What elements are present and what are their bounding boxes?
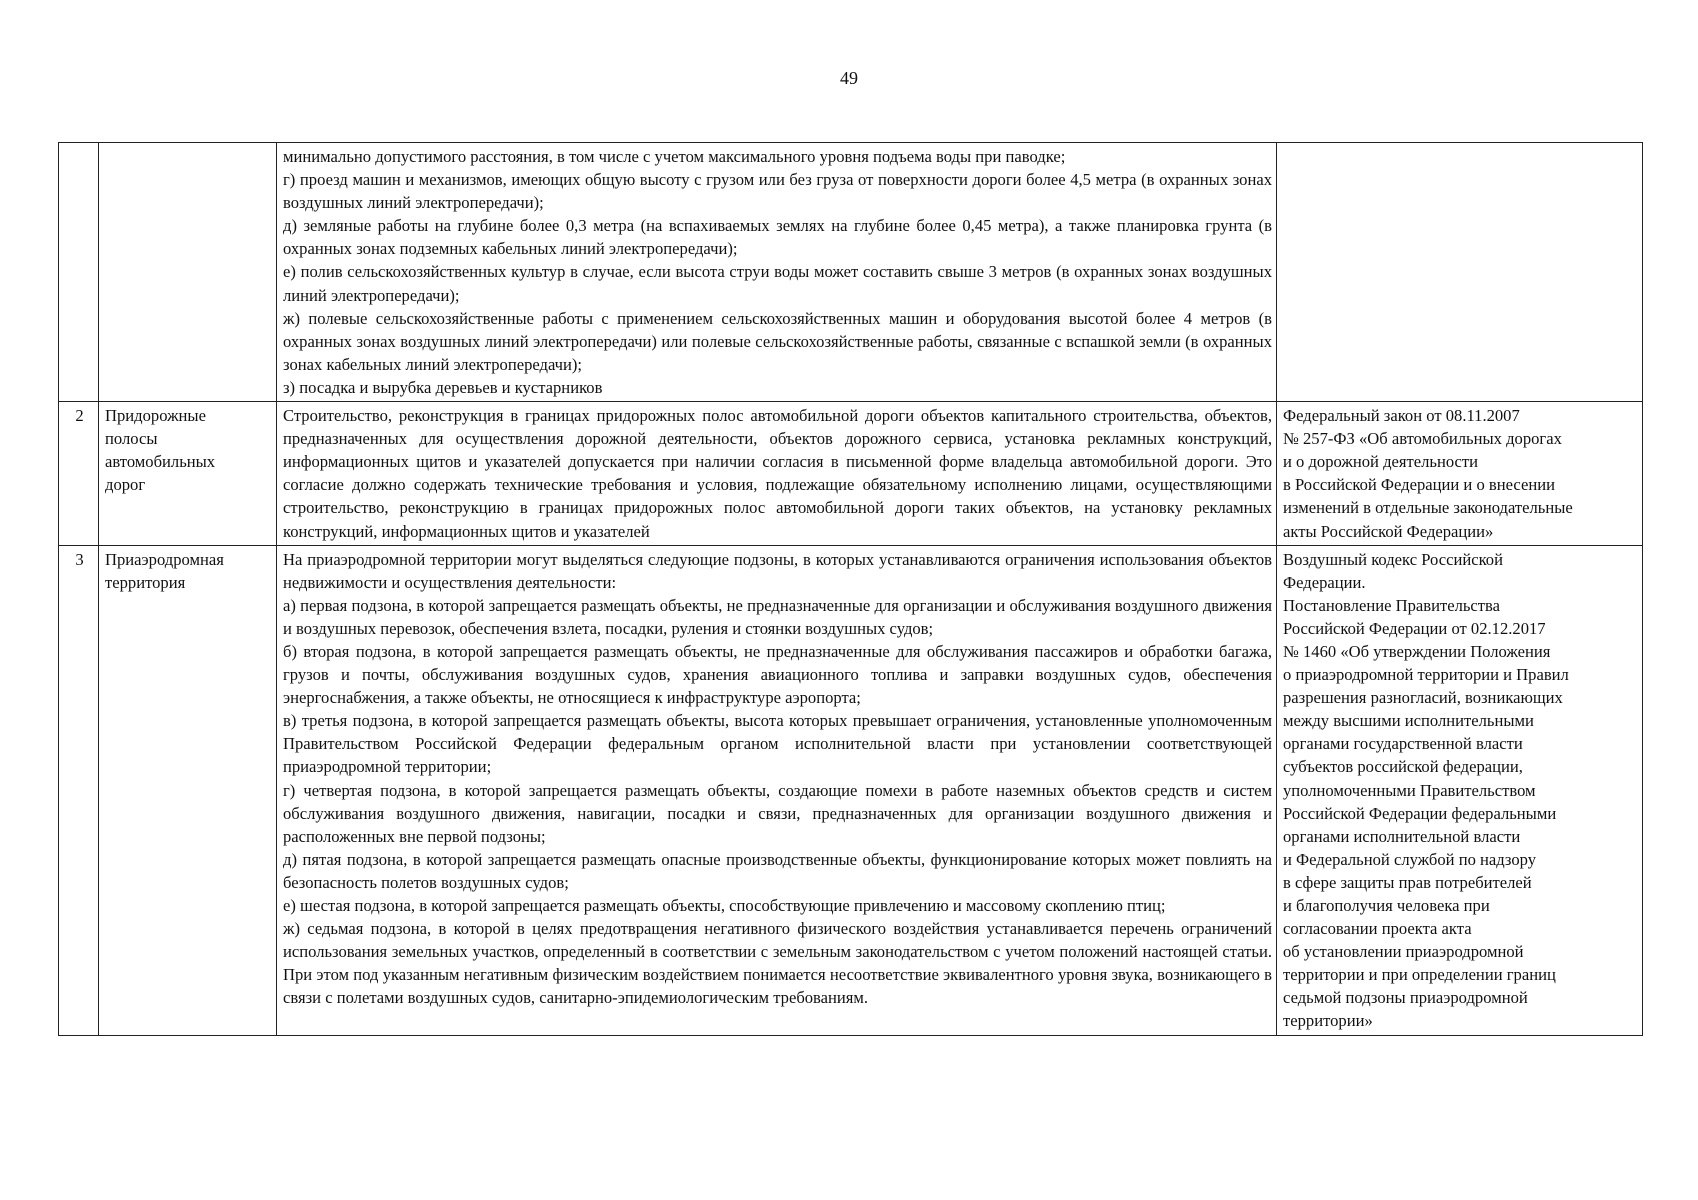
legal-basis-line: согласовании проекта акта <box>1283 919 1472 939</box>
restriction-paragraph: а) первая подзона, в которой запрещается размещать объекты, не предназначенные для организации и обслуживания воздушного движения и воздушных перевозок, обеспечения взлета, посадки, руления и стоянки воздушных судов; <box>283 595 1272 638</box>
legal-basis-line: Воздушный кодекс Российской <box>1283 549 1503 569</box>
legal-basis-line: № 1460 «Об утверждении Положения <box>1283 641 1551 661</box>
restriction-paragraph: На приаэродромной территории могут выделяться следующие подзоны, в которых устанавливаются ограничения использования объектов недвижимости и осуществления деятельности: <box>283 549 1272 592</box>
legal-basis-line: № 257-ФЗ «Об автомобильных дорогах <box>1283 429 1562 449</box>
legal-basis-line: Российской Федерации федеральными <box>1283 803 1557 823</box>
row-number <box>59 143 99 402</box>
restriction-paragraph: в) третья подзона, в которой запрещается размещать объекты, высота которых превышает ограничения, установленные уполномоченным Правительством Российской Федерации федеральным органом исполнительной власти при установлении соответствующей приаэродромной территории; <box>283 711 1272 777</box>
legal-basis-line: Российской Федерации от 02.12.2017 <box>1283 618 1546 638</box>
restrictions-cell <box>277 545 1277 1035</box>
restriction-paragraph: б) вторая подзона, в которой запрещается размещать объекты, не предназначенные для обслуживания пассажиров и обработки багажа, грузов и почты, обслуживания воздушных судов, хранения авиационного топлива и заправки воздушных судов, обеспечения энергоснабжения, а также объекты, не относящиеся к инфраструктуре аэропорта; <box>283 641 1272 708</box>
row-number: 2 <box>59 402 99 546</box>
restriction-paragraph: г) четвертая подзона, в которой запрещается размещать объекты, создающие помехи в работе наземных объектов средств и систем обслуживания воздушного движения, навигации, посадки и связи, предназначенных для организации воздушного движения и расположенных вне первой подзоны; <box>283 780 1272 846</box>
legal-basis-line: органами государственной власти <box>1283 734 1523 754</box>
legal-basis-line: разрешения разногласий, возникающих <box>1283 688 1563 708</box>
zone-name-line: автомобильных <box>105 452 216 472</box>
legal-basis-line: и благополучия человека при <box>1283 896 1490 915</box>
page-number: 49 <box>840 68 858 88</box>
zone-name-line: Приаэродромная <box>105 549 224 569</box>
restriction-paragraph: д) земляные работы на глубине более 0,3 метра (на вспахиваемых землях на глубине более 0,45 метра), а также планировка грунта (в охранных зонах подземных кабельных линий электропередачи); <box>283 216 1272 259</box>
legal-basis-line: субъектов российской федерации, <box>1283 757 1523 777</box>
zone-name-line: дорог <box>105 475 146 495</box>
zone-name-cell <box>99 402 277 546</box>
zone-name-line: полосы <box>105 429 158 449</box>
restrictions-cell <box>277 402 1277 546</box>
zone-name-line: Придорожные <box>105 406 206 426</box>
restriction-paragraph: д) пятая подзона, в которой запрещается размещать опасные производственные объекты, функционирование которых может повлиять на безопасность полетов воздушных судов; <box>283 849 1272 892</box>
zone-name-cell <box>99 545 277 1035</box>
restrictions-table <box>58 142 1643 1036</box>
legal-basis-cell <box>1277 545 1643 1035</box>
legal-basis-line: седьмой подзоны приаэродромной <box>1283 988 1528 1008</box>
legal-basis-line: изменений в отдельные законодательные <box>1283 498 1573 518</box>
restriction-paragraph: е) полив сельскохозяйственных культур в случае, если высота струи воды может составить свыше 3 метров (в охранных зонах воздушных линий электропередачи); <box>283 262 1272 305</box>
legal-basis-line: территории» <box>1283 1011 1373 1031</box>
legal-basis-line: в Российской Федерации и о внесении <box>1283 475 1555 495</box>
legal-basis-cell <box>1277 402 1643 546</box>
legal-basis-line: территории и при определении границ <box>1283 965 1556 985</box>
restrictions-cell <box>277 143 1277 402</box>
restriction-paragraph: ж) седьмая подзона, в которой в целях предотвращения негативного физического воздействия устанавливается перечень ограничений использования земельных участков, определенный в соответствии с земельным законодательством с учетом положений настоящей статьи. При этом под указанным негативным физическим воздействием понимается несоответствие эквивалентного уровня звука, возникающего в связи с полетами воздушных судов, санитарно-эпидемиологическим требованиям. <box>283 919 1272 1008</box>
row-number: 3 <box>59 545 99 1035</box>
legal-basis-line: уполномоченными Правительством <box>1283 780 1536 800</box>
legal-basis-line: между высшими исполнительными <box>1283 711 1534 731</box>
zone-name-cell <box>99 143 277 402</box>
legal-basis-line: о приаэродромной территории и Правил <box>1283 665 1569 685</box>
legal-basis-line: и о дорожной деятельности <box>1283 452 1479 472</box>
legal-basis-cell <box>1277 143 1643 402</box>
legal-basis-line: в сфере защиты прав потребителей <box>1283 872 1532 892</box>
restriction-paragraph: з) посадка и вырубка деревьев и кустарников <box>283 377 603 397</box>
restriction-paragraph: г) проезд машин и механизмов, имеющих общую высоту с грузом или без груза от поверхности дороги более 4,5 метра (в охранных зонах воздушных линий электропередачи); <box>283 170 1272 213</box>
restriction-paragraph: ж) полевые сельскохозяйственные работы с применением сельскохозяйственных машин и оборудования высотой более 4 метров (в охранных зонах воздушных линий электропередачи) или полевые сельскохозяйственные работы, связанные с вспашкой земли (в охранных зонах кабельных линий электропередачи); <box>283 308 1272 374</box>
restriction-paragraph: е) шестая подзона, в которой запрещается размещать объекты, способствующие привлечению и массовому скоплению птиц; <box>283 896 1166 915</box>
restriction-paragraph: Строительство, реконструкция в границах придорожных полос автомобильной дороги объектов капитального строительства, объектов, предназначенных для осуществления дорожной деятельности, объектов дорожного сервиса, установка рекламных конструкций, информационных щитов и указателей допускается при наличии согласия в письменной форме владельца автомобильной дороги. Это согласие должно содержать технические требования и условия, подлежащие обязательному исполнению лицами, осуществляющими строительство, реконструкцию в границах придорожных полос автомобильной дороги таких объектов, на установку рекламных конструкций, информационных щитов и указателей <box>283 406 1272 541</box>
table-row <box>59 143 1643 402</box>
table-row <box>59 402 1643 546</box>
legal-basis-line: Постановление Правительства <box>1283 595 1501 615</box>
legal-basis-line: Федеральный закон от 08.11.2007 <box>1283 406 1520 426</box>
legal-basis-line: и Федеральной службой по надзору <box>1283 849 1537 869</box>
legal-basis-line: об установлении приаэродромной <box>1283 942 1524 962</box>
restriction-paragraph: минимально допустимого расстояния, в том числе с учетом максимального уровня подъема воды при паводке; <box>283 147 1066 166</box>
table-row <box>59 545 1643 1035</box>
legal-basis-line: акты Российской Федерации» <box>1283 521 1494 541</box>
legal-basis-line: Федерации. <box>1283 572 1366 592</box>
zone-name-line: территория <box>105 572 186 592</box>
legal-basis-line: органами исполнительной власти <box>1283 826 1521 846</box>
